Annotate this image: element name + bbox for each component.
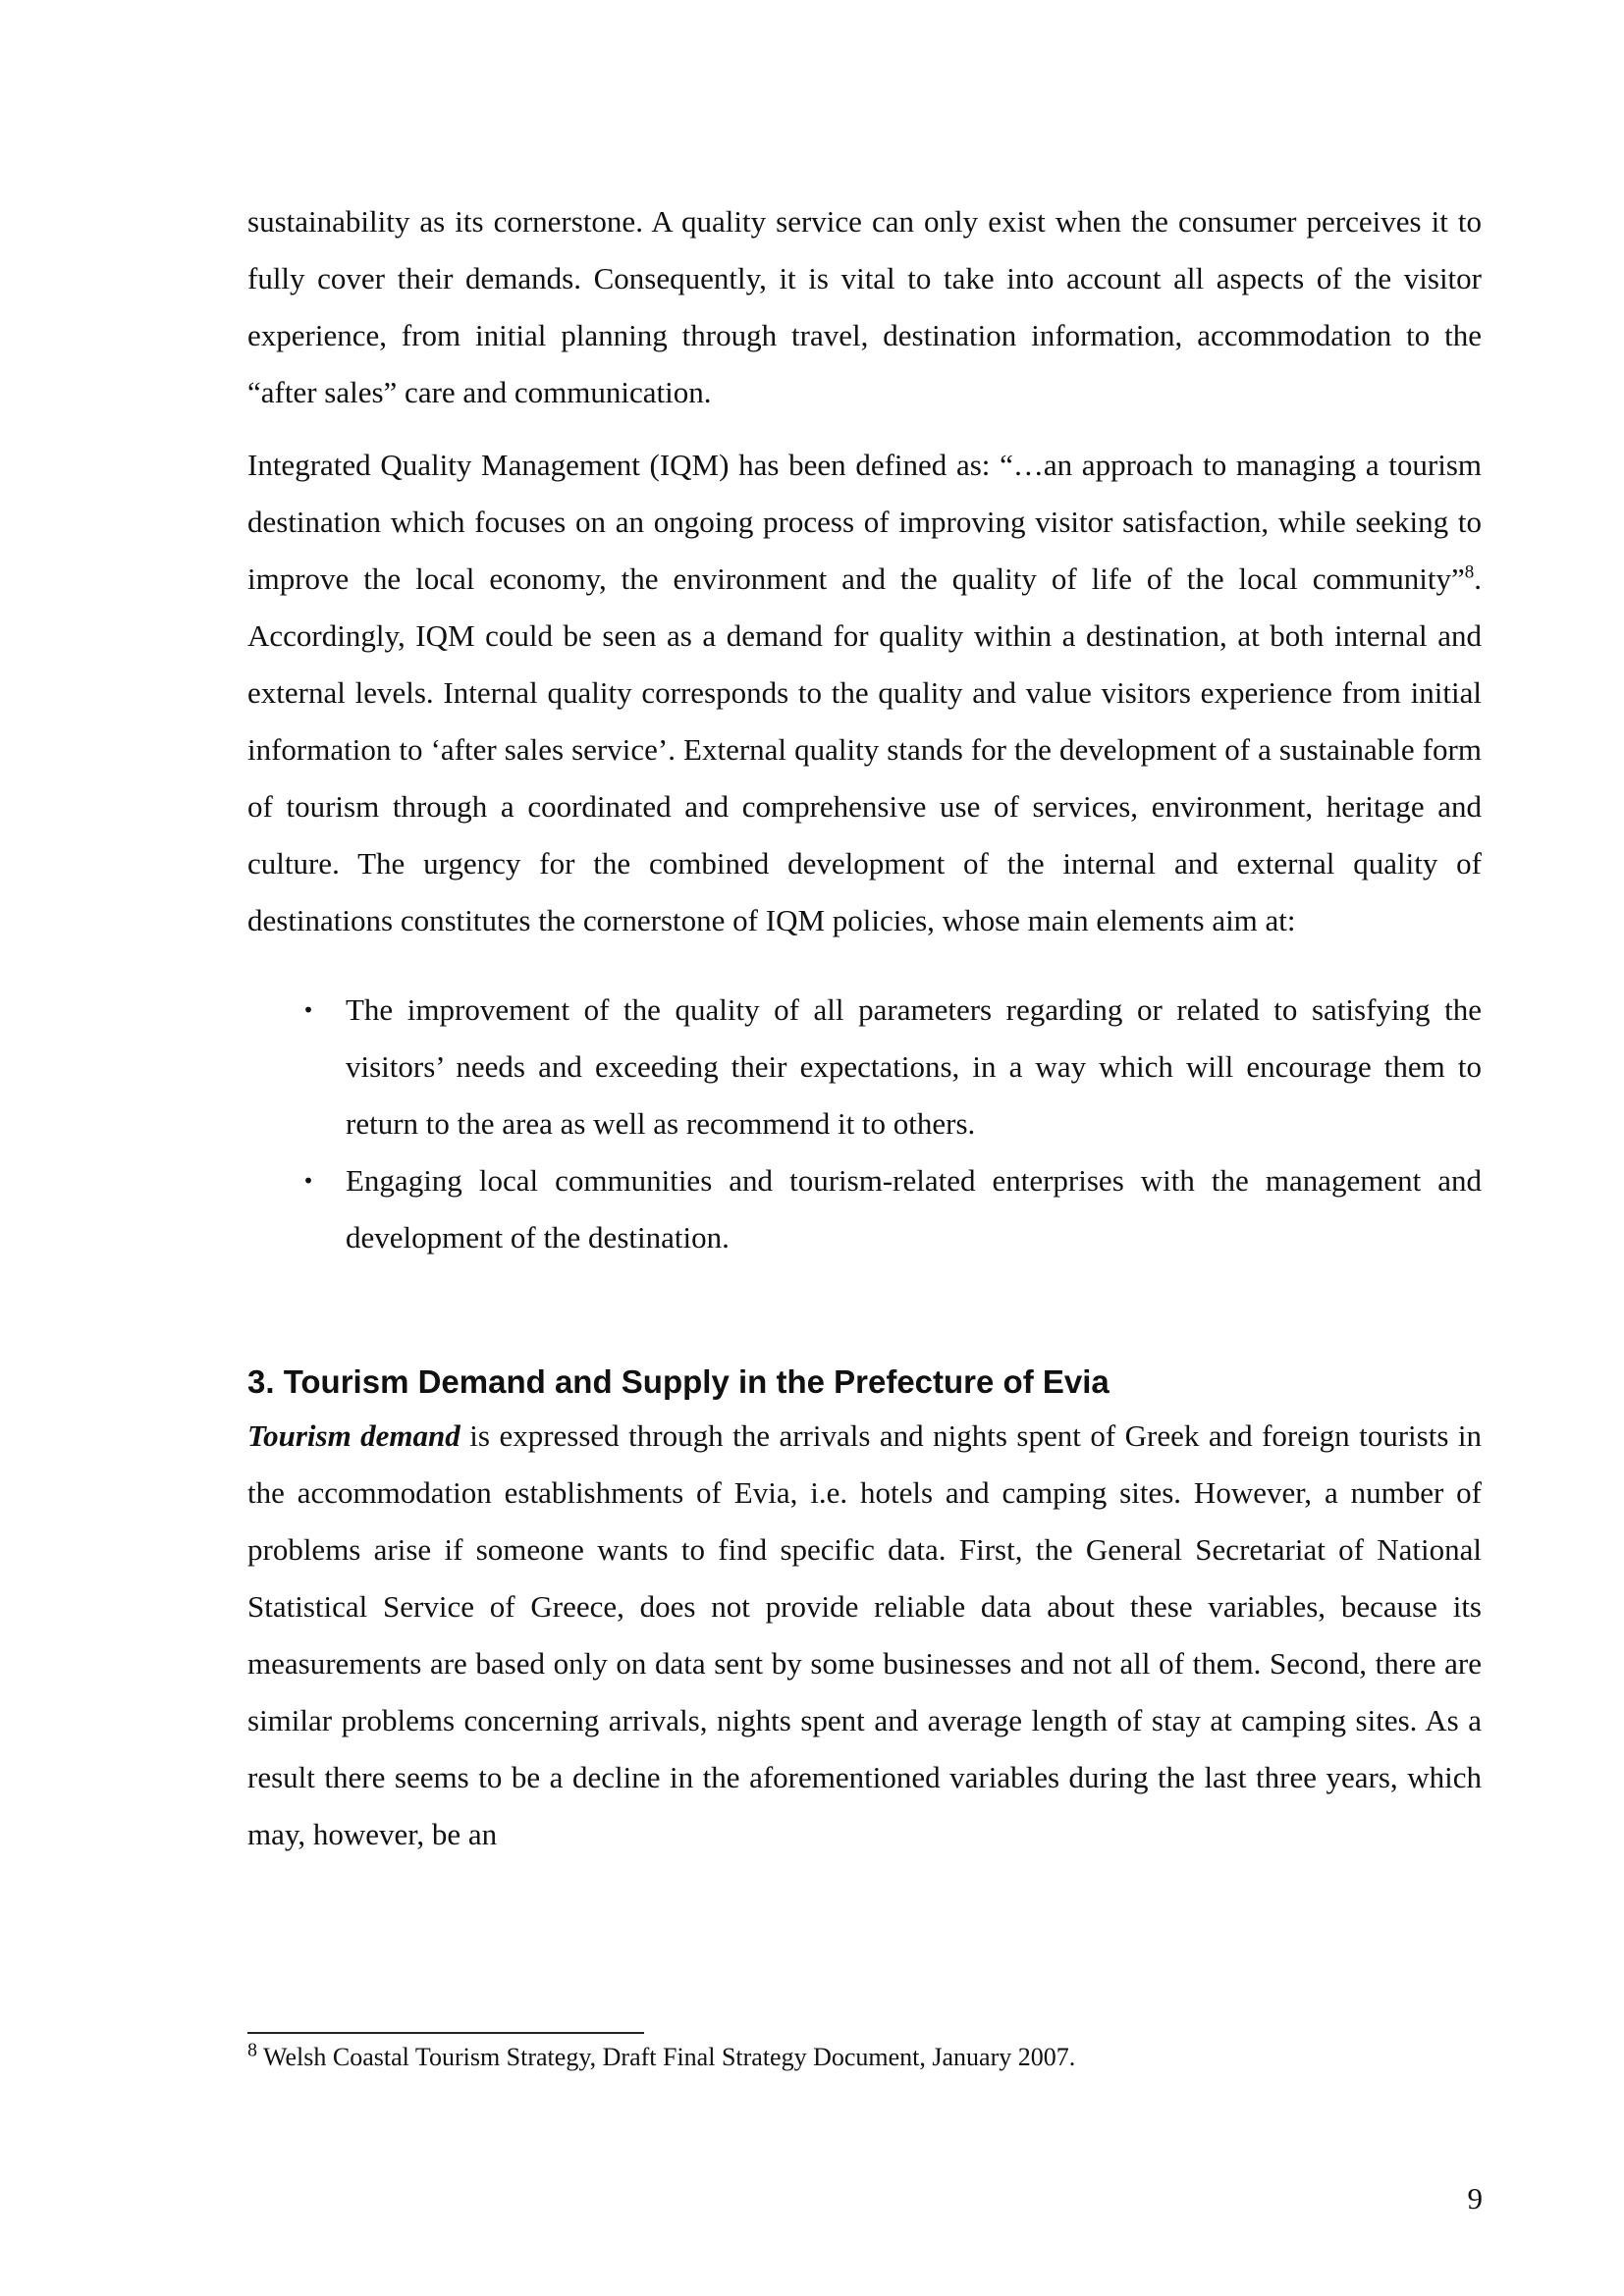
bullet-icon: • [302,1169,314,1193]
list-item-text: The improvement of the quality of all parameters regarding or related to satisfying the visitors’ needs and exceeding their expectations, in a way which will encourage them to return to the area as well as recommend it to others. [346,992,1482,1141]
list-item [247,982,1482,1152]
paragraph-2-text-end: . Accordingly, IQM could be seen as a demand for quality within a destination, at both internal and external levels. Internal quality corresponds to the quality and value visitors experience from initial information to ‘after sales service’. External quality stands for the development of a sustainable form of tourism through a coordinated and comprehensive use of services, environment, heritage and culture. The urgency for the combined development of the internal and external quality of destinations constitutes the cornerstone of IQM policies, whose main elements aim at: [247,561,1482,937]
section-heading: 3. Tourism Demand and Supply in the Prefecture of Evia [247,1363,1110,1400]
bullet-list [247,982,1482,1266]
section-paragraph-text: is expressed through the arrivals and nights spent of Greek and foreign tourists in the accommodation establishments of Evia, i.e. hotels and camping sites. However, a number of problems arise if someone wants to find specific data. First, the General Secretariat of National Statistical Service of Greece, does not provide reliable data about these variables, because its measurements are based only on data sent by some businesses and not all of them. Second, there are similar problems concerning arrivals, nights spent and average length of stay at camping sites. As a result there seems to be a decline in the aforementioned variables during the last three years, which may, however, be an [247,1418,1482,1851]
emphasized-term: Tourism demand [247,1418,460,1453]
footnote-reference: 8 [1464,561,1475,583]
body-content [247,193,1482,1863]
paragraph-2 [247,437,1482,949]
paragraph-1: sustainability as its cornerstone. A quality service can only exist when the consumer perceives it to fully cover their demands. Consequently, it is vital to take into account all aspects of the visitor experience, from initial planning through travel, destination information, accommodation to the “after sales” care and communication. [247,204,1482,409]
list-item [247,1152,1482,1266]
bullet-icon: • [302,998,314,1022]
footnote-number: 8 [247,2039,257,2061]
footnote-text: Welsh Coastal Tourism Strategy, Draft Final Strategy Document, January 2007. [257,2043,1076,2071]
footnote [247,2040,1482,2075]
section-paragraph [247,1408,1482,1863]
paragraph-2-text-start: Integrated Quality Management (IQM) has been defined as: “…an approach to managing a tourism destination which focuses on an ongoing process of improving visitor satisfaction, while seeking to improve the local economy, the environment and the quality of life of the local community” [247,448,1482,596]
footnote-separator [247,2032,644,2034]
page-number: 9 [1467,2181,1483,2216]
list-item-text: Engaging local communities and tourism-related enterprises with the management and development of the destination. [346,1163,1482,1255]
